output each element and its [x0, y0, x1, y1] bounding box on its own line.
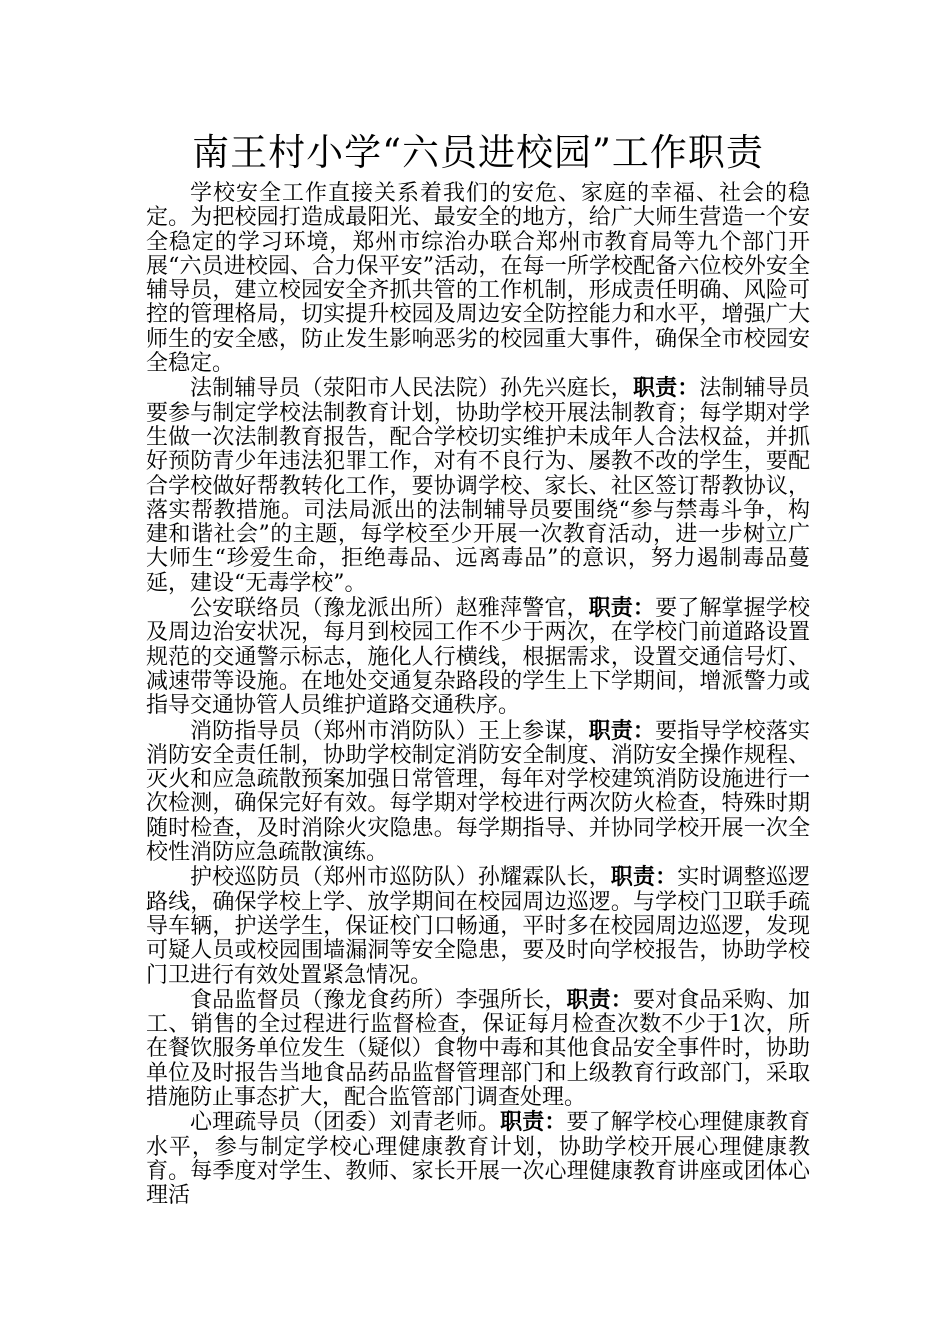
duty-label: 职责：	[610, 864, 678, 891]
duty-text: 要了解学校心理健康教育水平，参与制定学校心理健康教育计划，协助学校开展心理健康教育。每季度对学生、教师、家长开展一次心理健康教育讲座或团体心理活	[146, 1110, 810, 1209]
document-title: 南王村小学“六员进校园”工作职责	[192, 131, 764, 174]
duty-paragraph-legal-advisor	[146, 376, 810, 596]
role-lead: 护校巡防员（郑州市巡防队）孙耀霖队长，	[190, 865, 611, 891]
duty-text: 实时调整巡逻路线，确保学校上学、放学期间在校园周边巡逻。与学校门卫联手疏导车辆，护送学生，保证校门口畅通，平时多在校园周边巡逻，发现可疑人员或校园围墙漏洞等安全隐患，要及时向学校报告，协助学校门卫进行有效处置紧急情况。	[146, 865, 810, 988]
duty-text: 要了解掌握学校及周边治安状况，每月到校园工作不少于两次，在学校门前道路设置规范的交通警示标志，施化人行横线，根据需求，设置交通信号灯、减速带等设施。在地处交通复杂路段的学生上下学期间，增派警力或指导交通协管人员维护道路交通秩序。	[146, 596, 810, 719]
duty-text: 法制辅导员要参与制定学校法制教育计划，协助学校开展法制教育；每学期对学生做一次法制教育报告，配合学校切实维护未成年人合法权益，并抓好预防青少年违法犯罪工作，对有不良行为、屡教不改的学生，要配合学校做好帮教转化工作，要协调学校、家长、社区签订帮教协议，落实帮教措施。司法局派出的法制辅导员要围绕“参与禁毒斗争，构建和谐社会”的主题，每学校至少开展一次教育活动，进一步树立广大师生“珍爱生命，拒绝毒品、远离毒品”的意识，努力遏制毒品蔓延，建设“无毒学校”。	[146, 376, 810, 596]
role-lead: 消防指导员（郑州市消防队）王上参谋，	[190, 718, 589, 744]
duty-label: 职责：	[588, 717, 656, 744]
intro-paragraph: 学校安全工作直接关系着我们的安危、家庭的幸福、社会的稳定。为把校园打造成最阳光、最安全的地方，给广大师生营造一个安全稳定的学习环境，郑州市综治办联合郑州市教育局等九个部门开展“六员进校园、合力保平安”活动，在每一所学校配备六位校外安全辅导员，建立校园安全齐抓共管的工作机制，形成责任明确、风险可控的管理格局，切实提升校园及周边安全防控能力和水平，增强广大师生的安全感，防止发生影响恶劣的校园重大事件，确保全市校园安全稳定。	[146, 181, 810, 377]
duty-text: 要指导学校落实消防安全责任制，协助学校制定消防安全制度、消防安全操作规程、灭火和应急疏散预案加强日常管理，每年对学校建筑消防设施进行一次检测，确保完好有效。每学期对学校进行两次防火检查，特殊时期随时检查，及时消除火灾隐患。每学期指导、并协同学校开展一次全校性消防应急疏散演练。	[146, 718, 810, 866]
duty-label: 职责：	[566, 986, 633, 1013]
document-page	[146, 128, 810, 1208]
duty-paragraph-counselor	[146, 1110, 810, 1208]
role-lead: 心理疏导员（团委）刘青老师。	[190, 1110, 501, 1136]
role-lead: 法制辅导员（荥阳市人民法院）孙先兴庭长，	[190, 376, 633, 402]
duty-paragraph-police-liaison	[146, 596, 810, 718]
role-lead: 食品监督员（豫龙食药所）李强所长，	[190, 987, 567, 1013]
role-lead: 公安联络员（豫龙派出所）赵雅萍警官，	[190, 596, 589, 622]
duty-label: 职责：	[500, 1109, 567, 1136]
duty-label: 职责：	[588, 595, 656, 622]
duty-paragraph-campus-patrol	[146, 865, 810, 987]
duty-paragraph-food-supervisor	[146, 988, 810, 1110]
duty-text: 要对食品采购、加工、销售的全过程进行监督检查，保证每月检查次数不少于1次，所在餐饮服务单位发生（疑似）食物中毒和其他食品安全事件时，协助单位及时报告当地食品药品监督管理部门和上级教育行政部门，采取措施防止事态扩大，配合监管部门调查处理。	[146, 987, 810, 1110]
duty-paragraph-fire-instructor	[146, 719, 810, 866]
duty-label: 职责：	[632, 375, 700, 402]
